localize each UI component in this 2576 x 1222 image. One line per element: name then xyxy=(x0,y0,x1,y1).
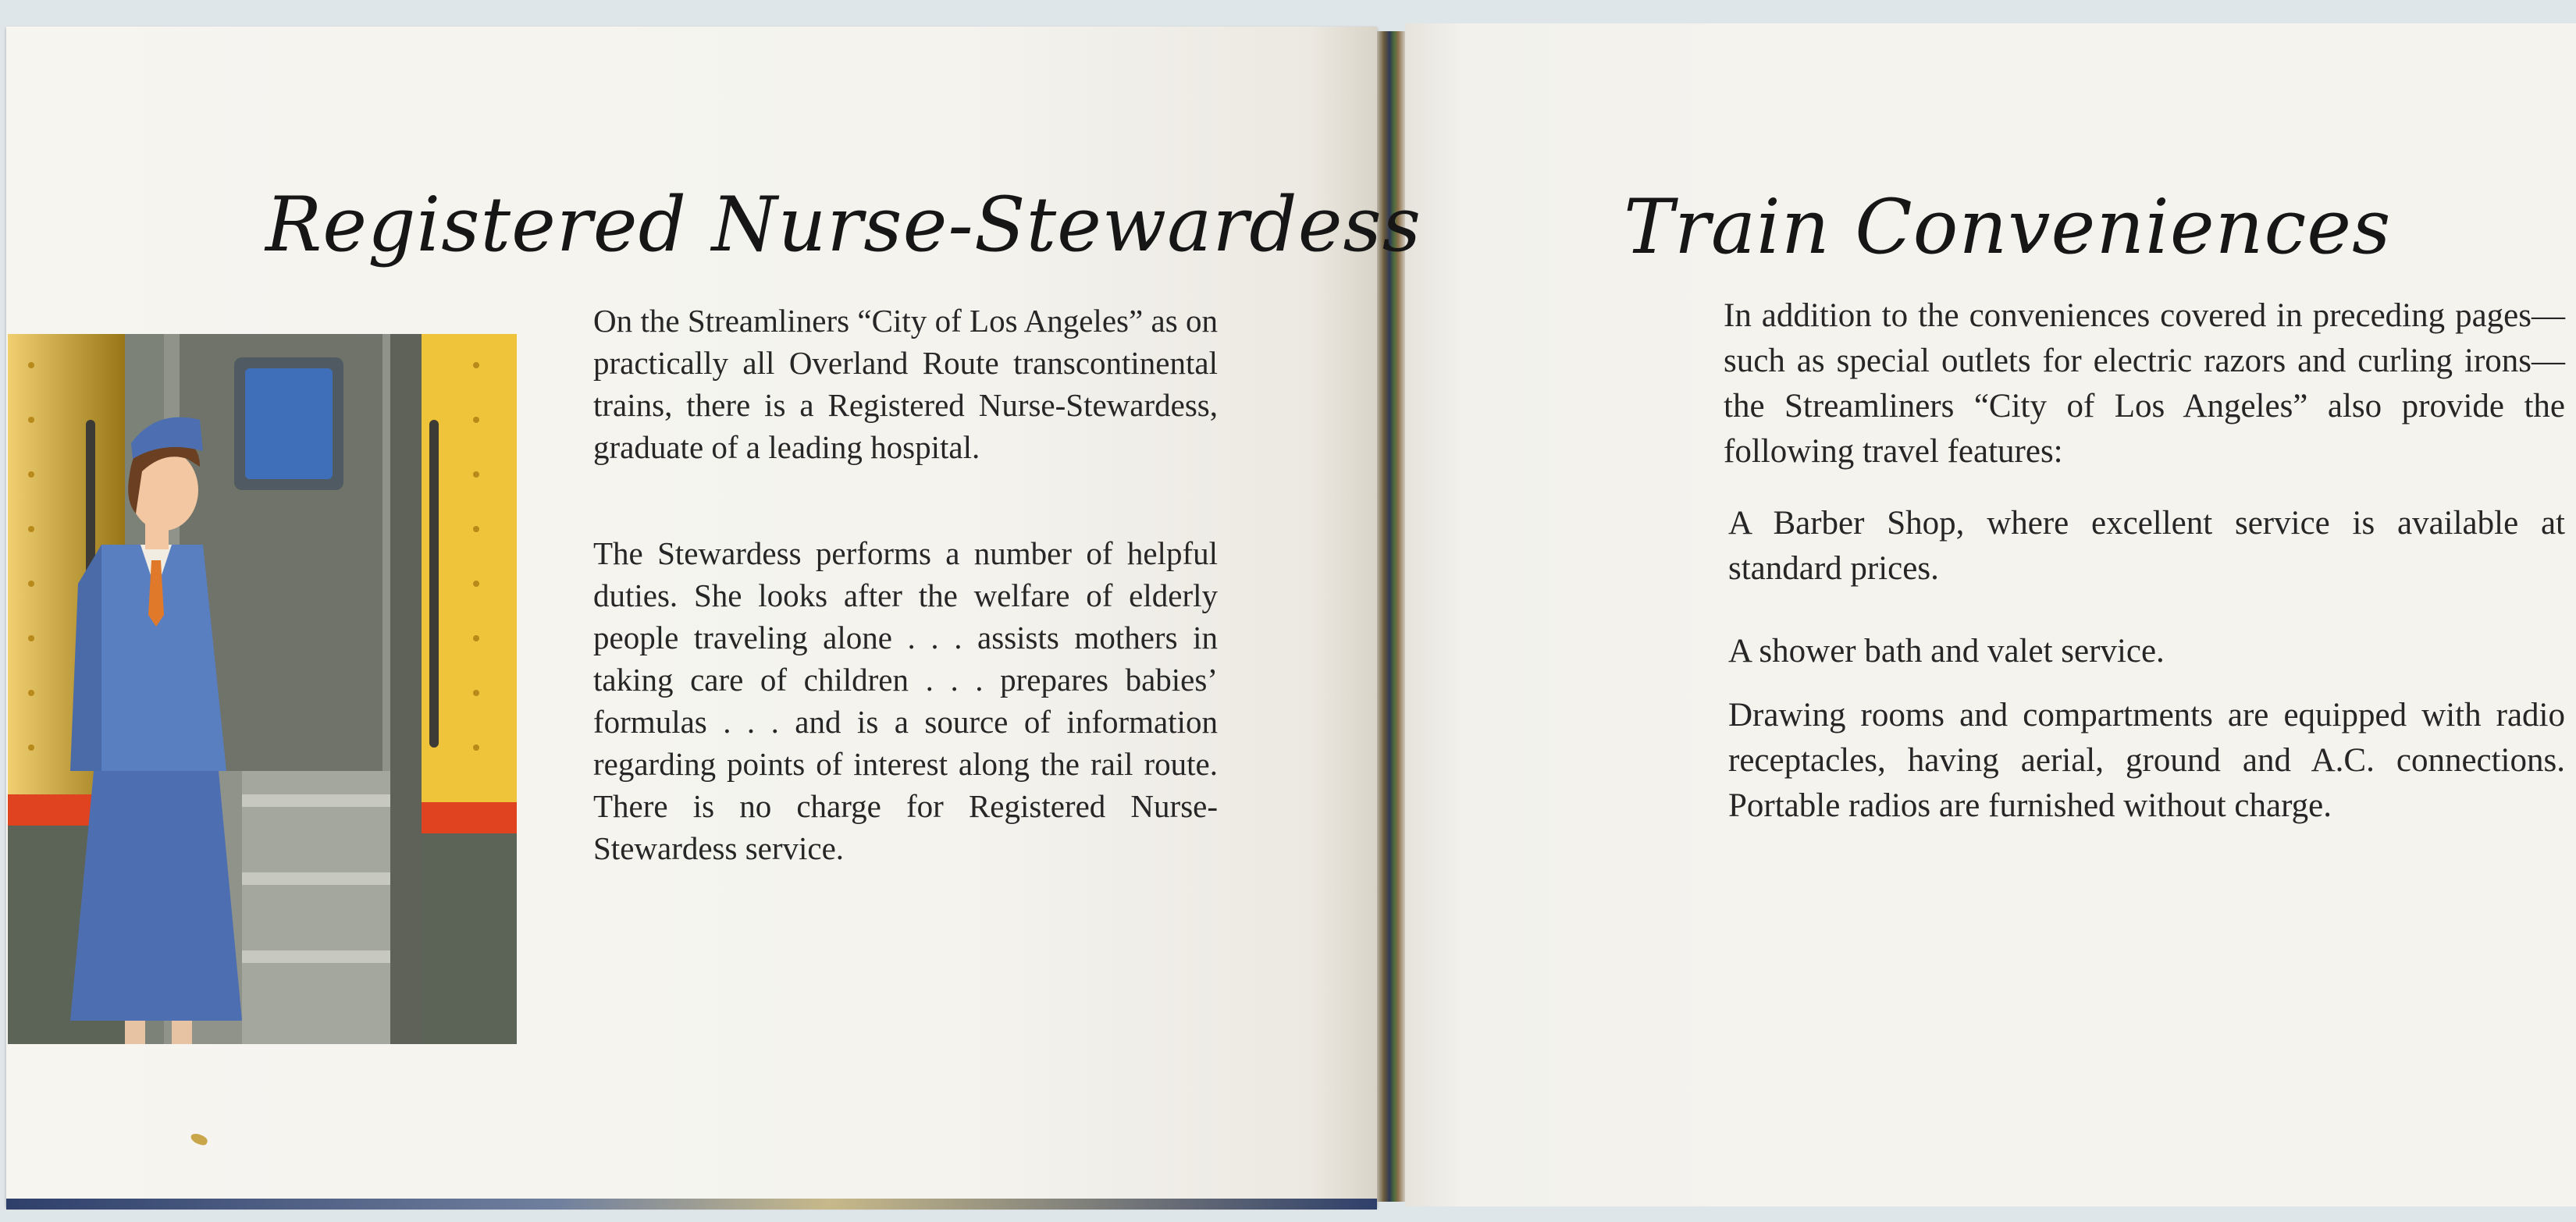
right-paragraph-4: Drawing rooms and compartments are equipped with radio receptacles, having aerial, ground and A.C. connections. Portable radios are furnished without charge. xyxy=(1728,697,2565,824)
left-page-title: Registered Nurse-Stewardess xyxy=(265,181,1422,268)
left-paragraph-2: The Stewardess performs a number of helpful duties. She looks after the welfare of elderly people traveling alone . . . assists mothers in taking care of children . . . prepares babies’ formulas . . . and is a source of information regarding points of interest along the rail route. There is no charge for Registered Nurse-Stewardess service. xyxy=(593,535,1218,866)
right-paragraph-2: A Barber Shop, where excellent service is available at standard prices. xyxy=(1728,505,2565,587)
stewardess-illustration xyxy=(8,334,517,1044)
right-paragraph-1: In addition to the conveniences covered in preceding pages—such as special outlets for electric razors and curling irons—the Streamliners “City of Los Angeles” also provide the following travel features: xyxy=(1724,297,2565,470)
right-paragraph-3: A shower bath and valet service. xyxy=(1728,633,2165,670)
right-page-title: Train Conveniences xyxy=(1624,183,2392,271)
cover-edge xyxy=(6,1199,1377,1210)
left-paragraph-1: On the Streamliners “City of Los Angeles” as on practically all Overland Route transcontinental trains, there is a Registered Nurse-Stewardess, graduate of a leading hospital. xyxy=(593,303,1218,465)
